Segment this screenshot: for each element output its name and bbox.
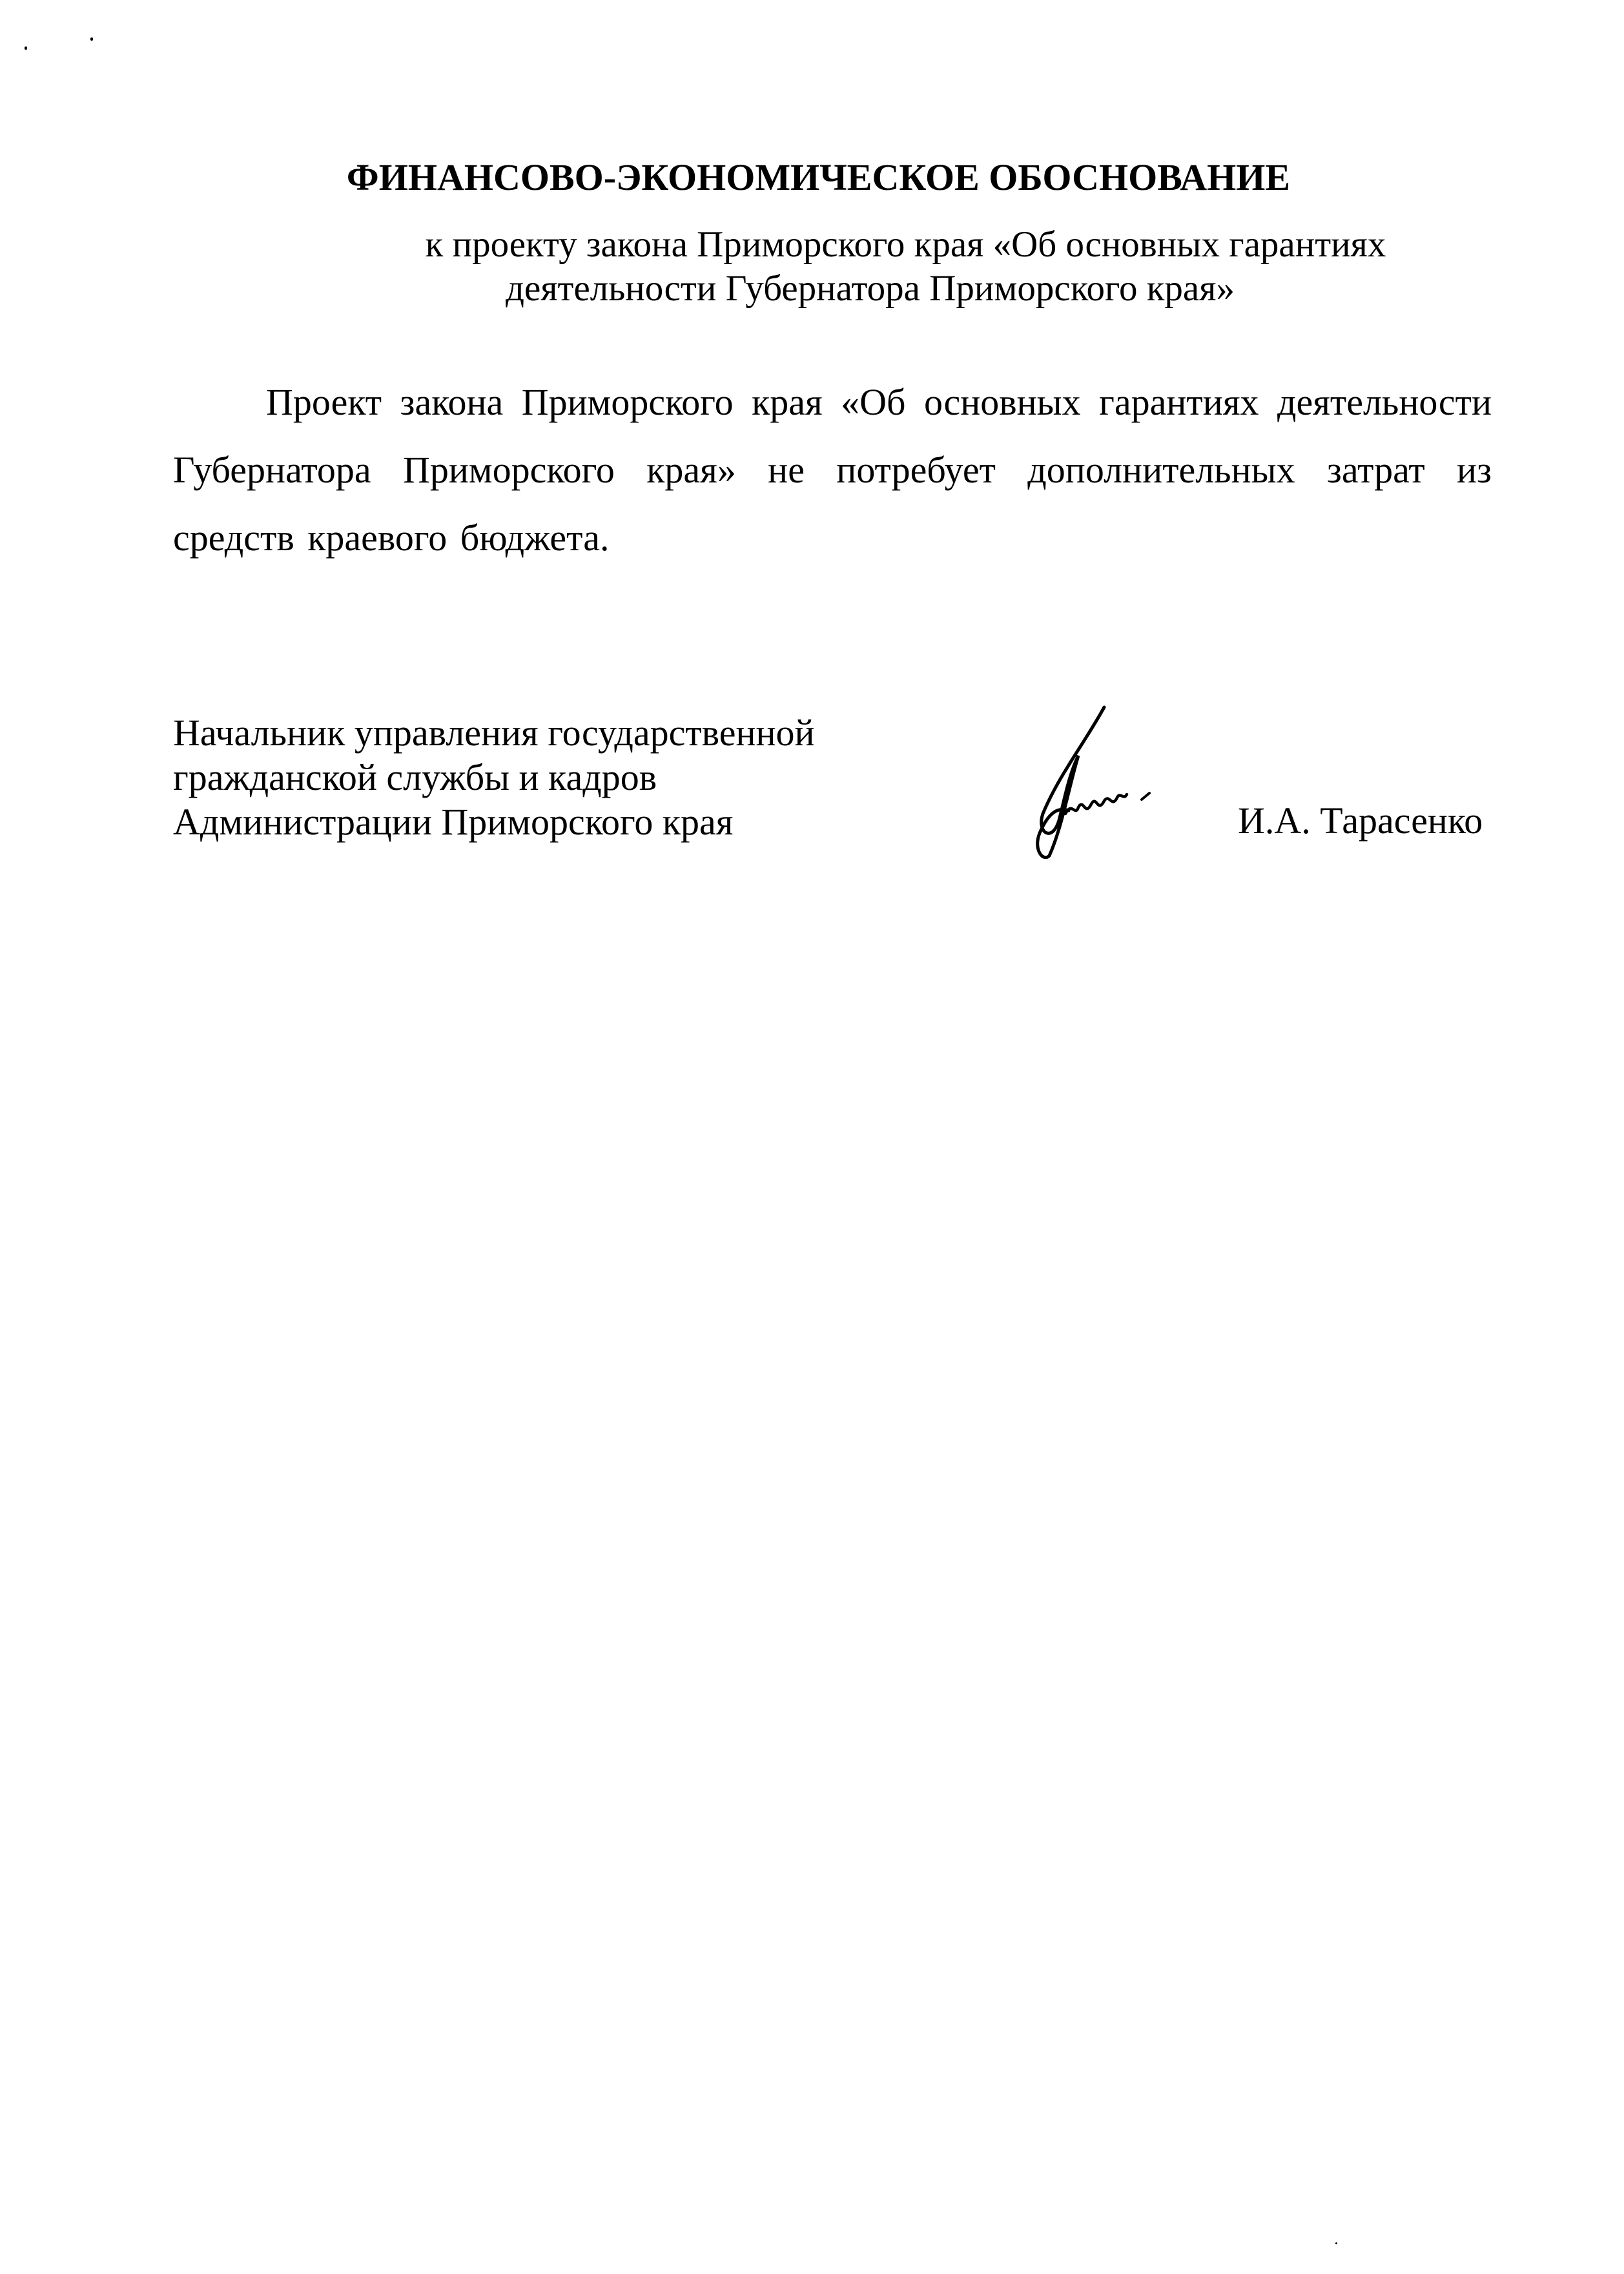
position-line: гражданской службы и кадров — [173, 756, 657, 798]
body-paragraph: Проект закона Приморского края «Об основных гарантиях деятельности Губернатора Приморского края» не потребует дополнительных затрат из средств краевого бюджета. — [173, 381, 1492, 559]
scan-speck — [90, 37, 93, 41]
signatory-position — [173, 710, 815, 844]
subtitle-line: к проекту закона Приморского края «Об основных гарантиях — [425, 224, 1386, 265]
scan-speck — [25, 47, 27, 50]
position-line: Администрации Приморского края — [173, 801, 734, 843]
document-title: ФИНАНСОВО-ЭКОНОМИЧЕСКОЕ ОБОСНОВАНИЕ — [346, 156, 1291, 198]
signatory-name: И.А. Тарасенко — [1238, 800, 1483, 842]
position-line: Начальник управления государственной — [173, 712, 815, 754]
subtitle-line: деятельности Губернатора Приморского края» — [506, 268, 1235, 309]
document-body — [173, 368, 1492, 572]
scan-speck — [1335, 2242, 1337, 2244]
document-subtitle — [0, 223, 1624, 311]
handwritten-signature — [1014, 704, 1175, 862]
